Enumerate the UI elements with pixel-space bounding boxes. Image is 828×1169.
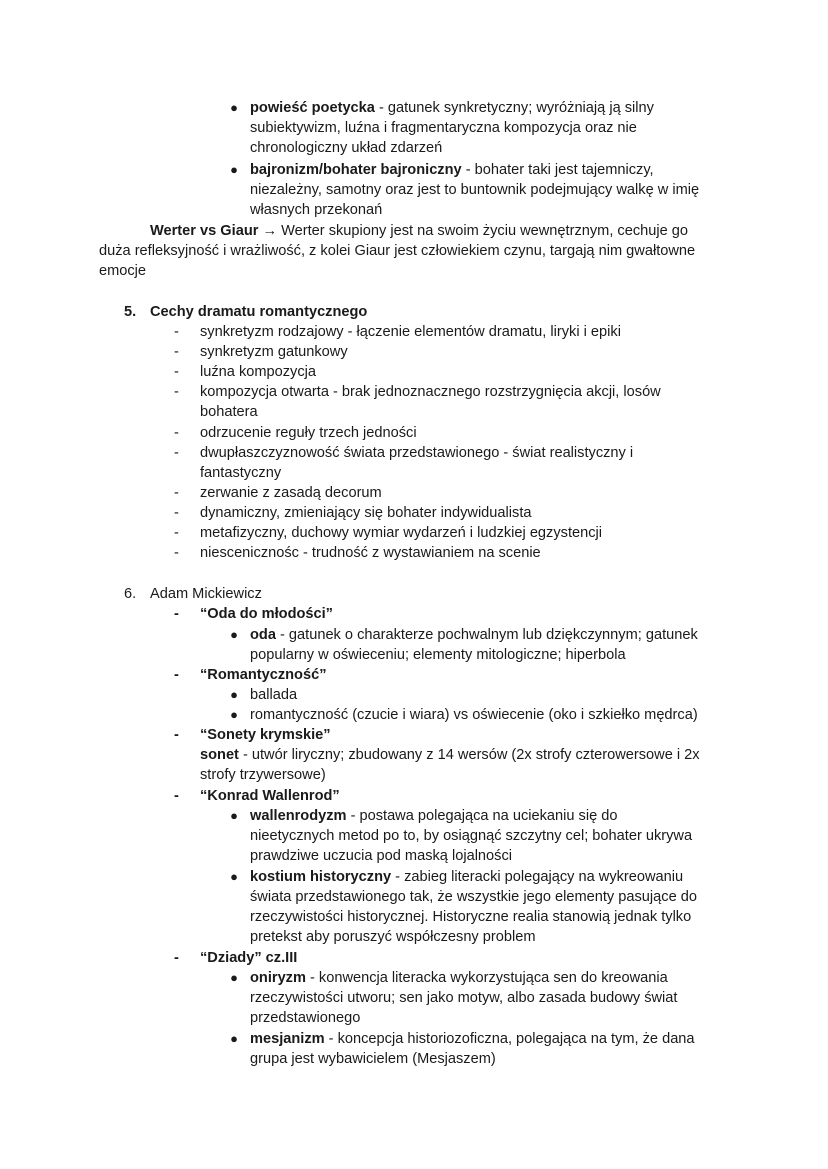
dash-icon: - (174, 485, 179, 501)
bullet-icon: ● (230, 808, 238, 823)
list-item: luźna kompozycja (200, 364, 316, 380)
kostium-line-1: kostium historyczny - zabieg literacki polegający na wykreowaniu (250, 869, 684, 885)
list-item: kompozycja otwarta - brak jednoznacznego rozstrzygnięcia akcji, losów (200, 384, 661, 400)
term-oniryzm: oniryzm (250, 970, 306, 986)
list-item: zerwanie z zasadą decorum (200, 485, 382, 501)
bajronizm-line-1: bajronizm/bohater bajroniczny - bohater taki jest tajemniczy, (250, 162, 654, 178)
oniryzm-line-1: oniryzm - konwencja literacka wykorzystująca sen do kreowania (250, 970, 668, 986)
term-sonet: sonet (200, 747, 239, 763)
list-item: synkretyzm gatunkowy (200, 344, 348, 360)
powiesc-poetycka-line-3: chronologiczny układ zdarzeń (250, 140, 443, 156)
section-5-title: Cechy dramatu romantycznego (150, 304, 368, 320)
list-item: odrzucenie reguły trzech jedności (200, 425, 417, 441)
work-title-dziady: “Dziady” cz.III (200, 950, 298, 966)
kostium-line-2: świata przedstawionego tak, że wszystkie jego elementy pasujące do (250, 889, 697, 905)
mesjanizm-line-2: grupa jest wybawicielem (Mesjaszem) (250, 1051, 496, 1067)
dash-icon: - (174, 606, 179, 622)
term-werter-vs-giaur: Werter vs Giaur (150, 223, 259, 239)
bullet-icon: ● (230, 1031, 238, 1046)
wallenrodyzm-line-3: prawdziwe uczucia pod maską lojalności (250, 848, 513, 864)
term-oda: oda (250, 627, 276, 643)
dash-icon: - (174, 525, 179, 541)
bullet-icon: ● (230, 627, 238, 642)
bullet-icon: ● (230, 707, 238, 722)
term-powiesc-poetycka: powieść poetycka (250, 100, 375, 116)
bajronizm-line-2: niezależny, samotny oraz jest to buntownik podejmujący walkę w imię (250, 182, 700, 198)
bajronizm-line-3: własnych przekonań (250, 202, 383, 218)
section-5-number: 5. (124, 304, 137, 320)
oda-line-1: oda - gatunek o charakterze pochwalnym lub dziękczynnym; gatunek (250, 627, 698, 643)
dash-icon: - (174, 384, 179, 400)
kostium-line-3: rzeczywistości historycznej. Historyczne realia stanowią jednak tylko (250, 909, 692, 925)
term-mesjanizm: mesjanizm (250, 1031, 325, 1047)
work-title-konrad: “Konrad Wallenrod” (200, 788, 340, 804)
oniryzm-line-3: przedstawionego (250, 1010, 361, 1026)
term-kostium-historyczny: kostium historyczny (250, 869, 392, 885)
dash-icon: - (174, 667, 179, 683)
bullet-icon: ● (230, 162, 238, 177)
list-item-continued: fantastyczny (200, 465, 282, 481)
list-item: ballada (250, 687, 298, 703)
sonet-line-2: strofy trzywersowe) (200, 767, 326, 783)
werter-line-3: emocje (99, 263, 147, 279)
list-item: metafizyczny, duchowy wymiar wydarzeń i ludzkiej egzystencji (200, 525, 603, 541)
dash-icon: - (174, 445, 179, 461)
work-title-sonety: “Sonety krymskie” (200, 727, 331, 743)
dash-icon: - (174, 324, 179, 340)
bullet-icon: ● (230, 687, 238, 702)
section-6-title: Adam Mickiewicz (150, 586, 262, 602)
bullet-icon: ● (230, 100, 238, 115)
dash-icon: - (174, 425, 179, 441)
dash-icon: - (174, 364, 179, 380)
list-item: dwupłaszczyznowość świata przedstawionego - świat realistyczny i (200, 445, 634, 461)
term-wallenrodyzm: wallenrodyzm (250, 808, 347, 824)
list-item: niescenicznośc - trudność z wystawianiem na scenie (200, 545, 541, 561)
dash-icon: - (174, 788, 179, 804)
work-title-romantycznosc: “Romantyczność” (200, 667, 327, 683)
dash-icon: - (174, 950, 179, 966)
mesjanizm-line-1: mesjanizm - koncepcja historiozoficzna, polegająca na tym, że dana (250, 1031, 695, 1047)
dash-icon: - (174, 545, 179, 561)
sonet-line-1: sonet - utwór liryczny; zbudowany z 14 wersów (2x strofy czterowersowe i 2x (200, 747, 700, 763)
list-item-continued: bohatera (200, 404, 258, 420)
wallenrodyzm-line-2: nieetycznych metod po to, by osiągnąć szczytny cel; bohater ukrywa (250, 828, 693, 844)
oniryzm-line-2: rzeczywistości utworu; sen jako motyw, albo zasada budowy świat (250, 990, 678, 1006)
bullet-icon: ● (230, 970, 238, 985)
section-6-number: 6. (124, 586, 137, 602)
dash-icon: - (174, 727, 179, 743)
dash-icon: - (174, 344, 179, 360)
list-item: synkretyzm rodzajowy - łączenie elementów dramatu, liryki i epiki (200, 324, 621, 340)
powiesc-poetycka-line-2: subiektywizm, luźna i fragmentaryczna kompozycja oraz nie (250, 120, 637, 136)
wallenrodyzm-line-1: wallenrodyzm - postawa polegająca na uciekaniu się do (250, 808, 618, 824)
werter-line-1: Werter vs Giaur → Werter skupiony jest na swoim życiu wewnętrznym, cechuje go (150, 223, 689, 239)
bullet-icon: ● (230, 869, 238, 884)
dash-icon: - (174, 505, 179, 521)
werter-line-2: duża refleksyjność i wrażliwość, z kolei Giaur jest człowiekiem czynu, targają nim gwałtowne (99, 243, 696, 259)
powiesc-poetycka-line-1: powieść poetycka - gatunek synkretyczny; wyróżniają ją silny (250, 100, 654, 116)
work-title-oda: “Oda do młodości” (200, 606, 333, 622)
oda-line-2: popularny w oświeceniu; elementy mitologiczne; hiperbola (250, 647, 626, 663)
list-item: romantyczność (czucie i wiara) vs oświecenie (oko i szkiełko mędrca) (250, 707, 698, 723)
term-bajronizm: bajronizm/bohater bajroniczny (250, 162, 462, 178)
kostium-line-4: pretekst aby poruszyć współczesny problem (250, 929, 536, 945)
list-item: dynamiczny, zmieniający się bohater indywidualista (200, 505, 532, 521)
